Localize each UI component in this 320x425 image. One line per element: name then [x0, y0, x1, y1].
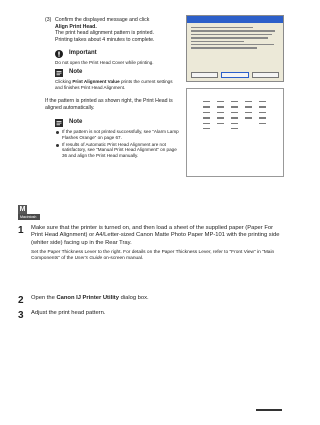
step-3-body — [55, 17, 180, 43]
step-2-after: dialog box. — [118, 295, 149, 301]
alignment-pattern-sample — [186, 88, 284, 177]
pattern-column — [259, 101, 266, 128]
step-1-number: 1 — [18, 225, 24, 236]
pattern-column — [231, 101, 238, 133]
note-1-title: Note — [69, 68, 83, 75]
note-2-item: If the pattern is not printed successfully, see "Alarm Lamp Flashes Orange" on page 67. — [55, 129, 180, 141]
alignment-dialog-screenshot — [186, 15, 284, 82]
dialog-message — [191, 27, 279, 51]
dialog-button — [252, 72, 279, 78]
step-3-block — [45, 17, 180, 43]
step-2-number: 2 — [18, 295, 24, 306]
macintosh-letter: M — [19, 206, 26, 213]
step-3-line-2: The print head alignment pattern is printed. — [55, 30, 154, 37]
page-footer-bar — [256, 409, 282, 411]
pattern-column — [203, 101, 210, 133]
important-icon — [55, 50, 63, 58]
step-2-text — [31, 295, 282, 302]
step-1-subtext — [31, 250, 282, 262]
note-2-block — [55, 119, 180, 160]
step-3-line-1: Confirm the displayed message and click — [55, 17, 150, 23]
note-2-header — [55, 119, 180, 128]
note-icon — [55, 69, 63, 77]
macintosh-label: Macintosh — [18, 214, 40, 220]
step-3-number: (3) — [45, 17, 52, 23]
step-2-before: Open the — [31, 295, 57, 301]
step-1 — [18, 225, 282, 263]
step-1-sub-after: on-screen manual. — [102, 256, 144, 262]
step-1-sub-before: Set the Paper Thickness Lever to the right. For details on the Paper Thickness Lever, refer to "Front View" in "Main Components" of the — [31, 250, 275, 262]
callout-block — [55, 50, 180, 93]
step-3-text: Adjust the print head pattern. — [31, 310, 106, 316]
step-3-big-number: 3 — [18, 310, 24, 321]
note-1-bold: Print Alignment Value — [72, 78, 120, 84]
note-2-list — [55, 129, 180, 159]
pattern-column — [245, 101, 252, 123]
users-guide-reference: User's Guide — [74, 256, 103, 262]
step-1-text: Make sure that the printer is turned on, and then load a sheet of the supplied paper (Paper For Print Head Alignment) or A4/Letter-sized Canon Matte Photo Paper MP-101 with the printing side (whiter side) facing up in the Rear Tray. — [31, 225, 280, 246]
step-2 — [18, 295, 282, 306]
note-2-item: If results of Automatic Print Head Alignment are not satisfactory, see "Manual Print Head Alignment" on page 36 and align the Print Head manually. — [55, 142, 180, 159]
step-3 — [18, 310, 282, 321]
dialog-button — [221, 72, 248, 78]
step-3-line-3: Printing takes about 4 minutes to complete. — [55, 36, 155, 43]
dialog-buttons — [191, 72, 279, 78]
note-icon — [55, 119, 63, 127]
important-header — [55, 50, 180, 59]
macintosh-badge — [18, 205, 40, 220]
step-3-bold: Align Print Head. — [55, 23, 97, 30]
note-1-suffix: prints the current settings and finishes Print Head Alignment. — [55, 78, 173, 90]
note-1-text — [55, 79, 180, 91]
note-1-prefix: Clicking — [55, 78, 73, 84]
important-text: Do not open the Print Head Cover while printing. — [55, 60, 154, 65]
note-2-title: Note — [69, 119, 83, 125]
dialog-title-bar — [187, 16, 283, 23]
pattern-description: If the pattern is printed as shown right, the Print Head is aligned automatically. — [45, 98, 173, 111]
dialog-button — [191, 72, 218, 78]
step-2-bold: Canon IJ Printer Utility — [56, 295, 119, 301]
important-title: Important — [69, 50, 97, 56]
pattern-column — [217, 101, 224, 128]
note-1-header — [55, 69, 180, 78]
